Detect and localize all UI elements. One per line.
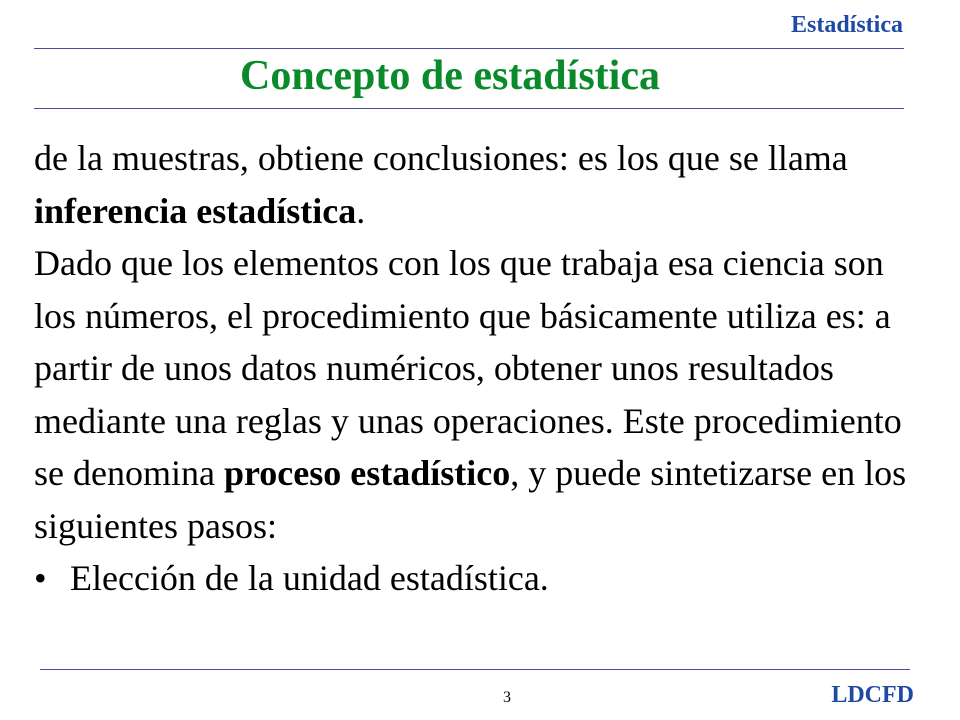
paragraph-process: [34, 237, 934, 552]
list-item: [34, 552, 934, 605]
paragraph-text: de la muestras, obtiene conclusiones: es los que se llama: [34, 138, 848, 178]
steps-list: [34, 552, 934, 605]
footer-divider: [40, 669, 910, 670]
paragraph-end: .: [356, 190, 366, 231]
slide-body: [34, 132, 934, 605]
paragraph-text: Dado que los elementos con los que trabaja esa ciencia son los números, el procedimiento que básicamente utiliza es: a partir de unos datos numéricos, obtener unos resultados mediante una reglas y unas operaciones. Este procedimiento se denomina: [34, 243, 902, 493]
page-number: 3: [503, 689, 511, 706]
bullet-icon: •: [34, 558, 47, 598]
paragraph-inference: [34, 132, 934, 237]
organization-label: LDCFD: [831, 682, 914, 708]
course-name: Estadística: [790, 12, 903, 38]
list-item-text: Elección de la unidad estadística.: [70, 558, 549, 598]
slide-title: Concepto de estadística: [240, 53, 660, 99]
paragraph-end: , y puede sintetizarse en los siguientes pasos:: [34, 453, 907, 546]
bold-term-process: proceso estadístico: [223, 453, 511, 493]
header-divider-bottom: [34, 108, 904, 109]
bold-term-inference: inferencia estadística: [34, 190, 357, 231]
